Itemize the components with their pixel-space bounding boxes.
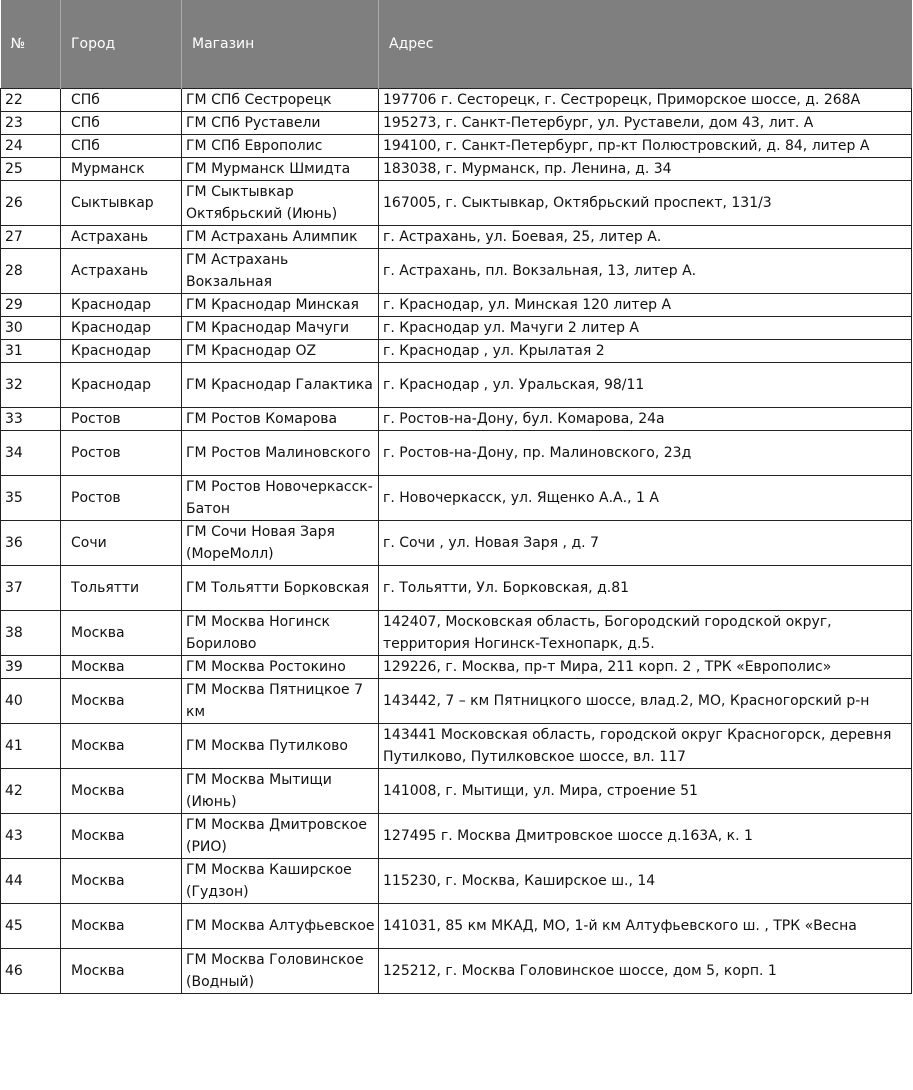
cell-number: 38: [1, 611, 61, 656]
table-row: [1, 135, 912, 158]
table-row: [1, 949, 912, 994]
cell-address: г. Краснодар , ул. Крылатая 2: [379, 340, 912, 363]
cell-city: Астрахань: [61, 249, 182, 294]
cell-address: г. Сочи , ул. Новая Заря , д. 7: [379, 521, 912, 566]
table-body: [1, 89, 912, 994]
table-row: [1, 724, 912, 769]
cell-number: 42: [1, 769, 61, 814]
table-row: [1, 521, 912, 566]
cell-address: 141031, 85 км МКАД, МО, 1-й км Алтуфьевского ш. , ТРК «Весна: [379, 904, 912, 949]
cell-number: 23: [1, 112, 61, 135]
cell-city: Москва: [61, 769, 182, 814]
cell-store: ГМ Москва Каширское (Гудзон): [182, 859, 379, 904]
cell-number: 27: [1, 226, 61, 249]
cell-store: ГМ Краснодар Галактика: [182, 363, 379, 408]
table-row: [1, 859, 912, 904]
cell-store: ГМ Тольятти Борковская: [182, 566, 379, 611]
cell-address: 141008, г. Мытищи, ул. Мира, строение 51: [379, 769, 912, 814]
table-row: [1, 317, 912, 340]
cell-number: 24: [1, 135, 61, 158]
cell-address: 195273, г. Санкт-Петербург, ул. Руставели, дом 43, лит. А: [379, 112, 912, 135]
cell-city: Москва: [61, 859, 182, 904]
cell-store: ГМ СПб Руставели: [182, 112, 379, 135]
table-row: [1, 340, 912, 363]
cell-number: 46: [1, 949, 61, 994]
cell-address: 197706 г. Сесторецк, г. Сестрорецк, Приморское шоссе, д. 268А: [379, 89, 912, 112]
cell-address: г. Астрахань, пл. Вокзальная, 13, литер А.: [379, 249, 912, 294]
cell-address: 167005, г. Сыктывкар, Октябрьский проспект, 131/3: [379, 181, 912, 226]
cell-store: ГМ Сочи Новая Заря (МореМолл): [182, 521, 379, 566]
cell-city: Краснодар: [61, 294, 182, 317]
cell-number: 35: [1, 476, 61, 521]
cell-address: 194100, г. Санкт-Петербург, пр-кт Полюстровский, д. 84, литер А: [379, 135, 912, 158]
cell-number: 28: [1, 249, 61, 294]
cell-address: 129226, г. Москва, пр-т Мира, 211 корп. 2 , ТРК «Европолис»: [379, 656, 912, 679]
cell-number: 29: [1, 294, 61, 317]
cell-city: Краснодар: [61, 340, 182, 363]
cell-store: ГМ Москва Пятницкое 7 км: [182, 679, 379, 724]
cell-number: 44: [1, 859, 61, 904]
cell-number: 25: [1, 158, 61, 181]
cell-store: ГМ Москва Ногинск Борилово: [182, 611, 379, 656]
cell-city: Мурманск: [61, 158, 182, 181]
cell-store: ГМ Краснодар OZ: [182, 340, 379, 363]
table-row: [1, 89, 912, 112]
cell-address: 143442, 7 – км Пятницкого шоссе, влад.2, МО, Красногорский р-н: [379, 679, 912, 724]
cell-city: Москва: [61, 814, 182, 859]
cell-store: ГМ Москва Головинское (Водный): [182, 949, 379, 994]
cell-number: 36: [1, 521, 61, 566]
table-row: [1, 112, 912, 135]
header-address: Адрес: [379, 0, 912, 89]
table-row: [1, 363, 912, 408]
table-row: [1, 226, 912, 249]
cell-city: СПб: [61, 89, 182, 112]
table-row: [1, 814, 912, 859]
cell-store: ГМ Москва Путилково: [182, 724, 379, 769]
cell-number: 33: [1, 408, 61, 431]
cell-address: г. Краснодар, ул. Минская 120 литер А: [379, 294, 912, 317]
cell-address: г. Ростов-на-Дону, пр. Малиновского, 23д: [379, 431, 912, 476]
cell-number: 30: [1, 317, 61, 340]
cell-store: ГМ Мурманск Шмидта: [182, 158, 379, 181]
cell-address: г. Тольятти, Ул. Борковская, д.81: [379, 566, 912, 611]
table-row: [1, 904, 912, 949]
cell-address: г. Краснодар ул. Мачуги 2 литер А: [379, 317, 912, 340]
cell-store: ГМ Сыктывкар Октябрьский (Июнь): [182, 181, 379, 226]
cell-city: Тольятти: [61, 566, 182, 611]
cell-city: СПб: [61, 135, 182, 158]
cell-store: ГМ Москва Ростокино: [182, 656, 379, 679]
cell-number: 45: [1, 904, 61, 949]
cell-address: 127495 г. Москва Дмитровское шоссе д.163А, к. 1: [379, 814, 912, 859]
table-row: [1, 294, 912, 317]
cell-number: 39: [1, 656, 61, 679]
cell-address: 115230, г. Москва, Каширское ш., 14: [379, 859, 912, 904]
cell-city: Москва: [61, 679, 182, 724]
cell-city: Ростов: [61, 408, 182, 431]
cell-city: Москва: [61, 724, 182, 769]
cell-address: 125212, г. Москва Головинское шоссе, дом 5, корп. 1: [379, 949, 912, 994]
cell-number: 26: [1, 181, 61, 226]
cell-store: ГМ Москва Мытищи (Июнь): [182, 769, 379, 814]
cell-store: ГМ Краснодар Минская: [182, 294, 379, 317]
cell-store: ГМ СПб Европолис: [182, 135, 379, 158]
cell-number: 43: [1, 814, 61, 859]
cell-city: Сыктывкар: [61, 181, 182, 226]
cell-address: 142407, Московская область, Богородский городской округ, территория Ногинск-Технопарк, д.5.: [379, 611, 912, 656]
cell-number: 37: [1, 566, 61, 611]
cell-city: Краснодар: [61, 317, 182, 340]
table-header: [1, 0, 912, 89]
cell-store: ГМ Ростов Комарова: [182, 408, 379, 431]
cell-store: ГМ Краснодар Мачуги: [182, 317, 379, 340]
cell-city: Москва: [61, 611, 182, 656]
cell-city: Москва: [61, 656, 182, 679]
cell-store: ГМ Ростов Малиновского: [182, 431, 379, 476]
cell-address: г. Краснодар , ул. Уральская, 98/11: [379, 363, 912, 408]
table-row: [1, 679, 912, 724]
cell-store: ГМ СПб Сестрорецк: [182, 89, 379, 112]
cell-city: Сочи: [61, 521, 182, 566]
cell-city: Краснодар: [61, 363, 182, 408]
cell-city: Москва: [61, 949, 182, 994]
cell-number: 22: [1, 89, 61, 112]
table-row: [1, 408, 912, 431]
cell-city: Ростов: [61, 431, 182, 476]
cell-address: г. Новочеркасск, ул. Ященко А.А., 1 А: [379, 476, 912, 521]
cell-city: Москва: [61, 904, 182, 949]
cell-number: 32: [1, 363, 61, 408]
table-row: [1, 566, 912, 611]
cell-store: ГМ Астрахань Вокзальная: [182, 249, 379, 294]
cell-number: 31: [1, 340, 61, 363]
cell-address: 183038, г. Мурманск, пр. Ленина, д. 34: [379, 158, 912, 181]
table-row: [1, 611, 912, 656]
table-row: [1, 476, 912, 521]
cell-store: ГМ Астрахань Алимпик: [182, 226, 379, 249]
cell-number: 34: [1, 431, 61, 476]
table-row: [1, 181, 912, 226]
cell-number: 41: [1, 724, 61, 769]
cell-address: г. Ростов-на-Дону, бул. Комарова, 24а: [379, 408, 912, 431]
cell-number: 40: [1, 679, 61, 724]
cell-store: ГМ Ростов Новочеркасск-Батон: [182, 476, 379, 521]
header-city: Город: [61, 0, 182, 89]
header-store: Магазин: [182, 0, 379, 89]
cell-address: г. Астрахань, ул. Боевая, 25, литер А.: [379, 226, 912, 249]
cell-city: Астрахань: [61, 226, 182, 249]
cell-store: ГМ Москва Алтуфьевское: [182, 904, 379, 949]
table-row: [1, 158, 912, 181]
cell-city: Ростов: [61, 476, 182, 521]
cell-city: СПб: [61, 112, 182, 135]
header-number: №: [1, 0, 61, 89]
table-row: [1, 656, 912, 679]
table-row: [1, 431, 912, 476]
cell-store: ГМ Москва Дмитровское (РИО): [182, 814, 379, 859]
cell-address: 143441 Московская область, городской округ Красногорск, деревня Путилково, Путилковское шоссе, вл. 117: [379, 724, 912, 769]
table-row: [1, 249, 912, 294]
table-row: [1, 769, 912, 814]
